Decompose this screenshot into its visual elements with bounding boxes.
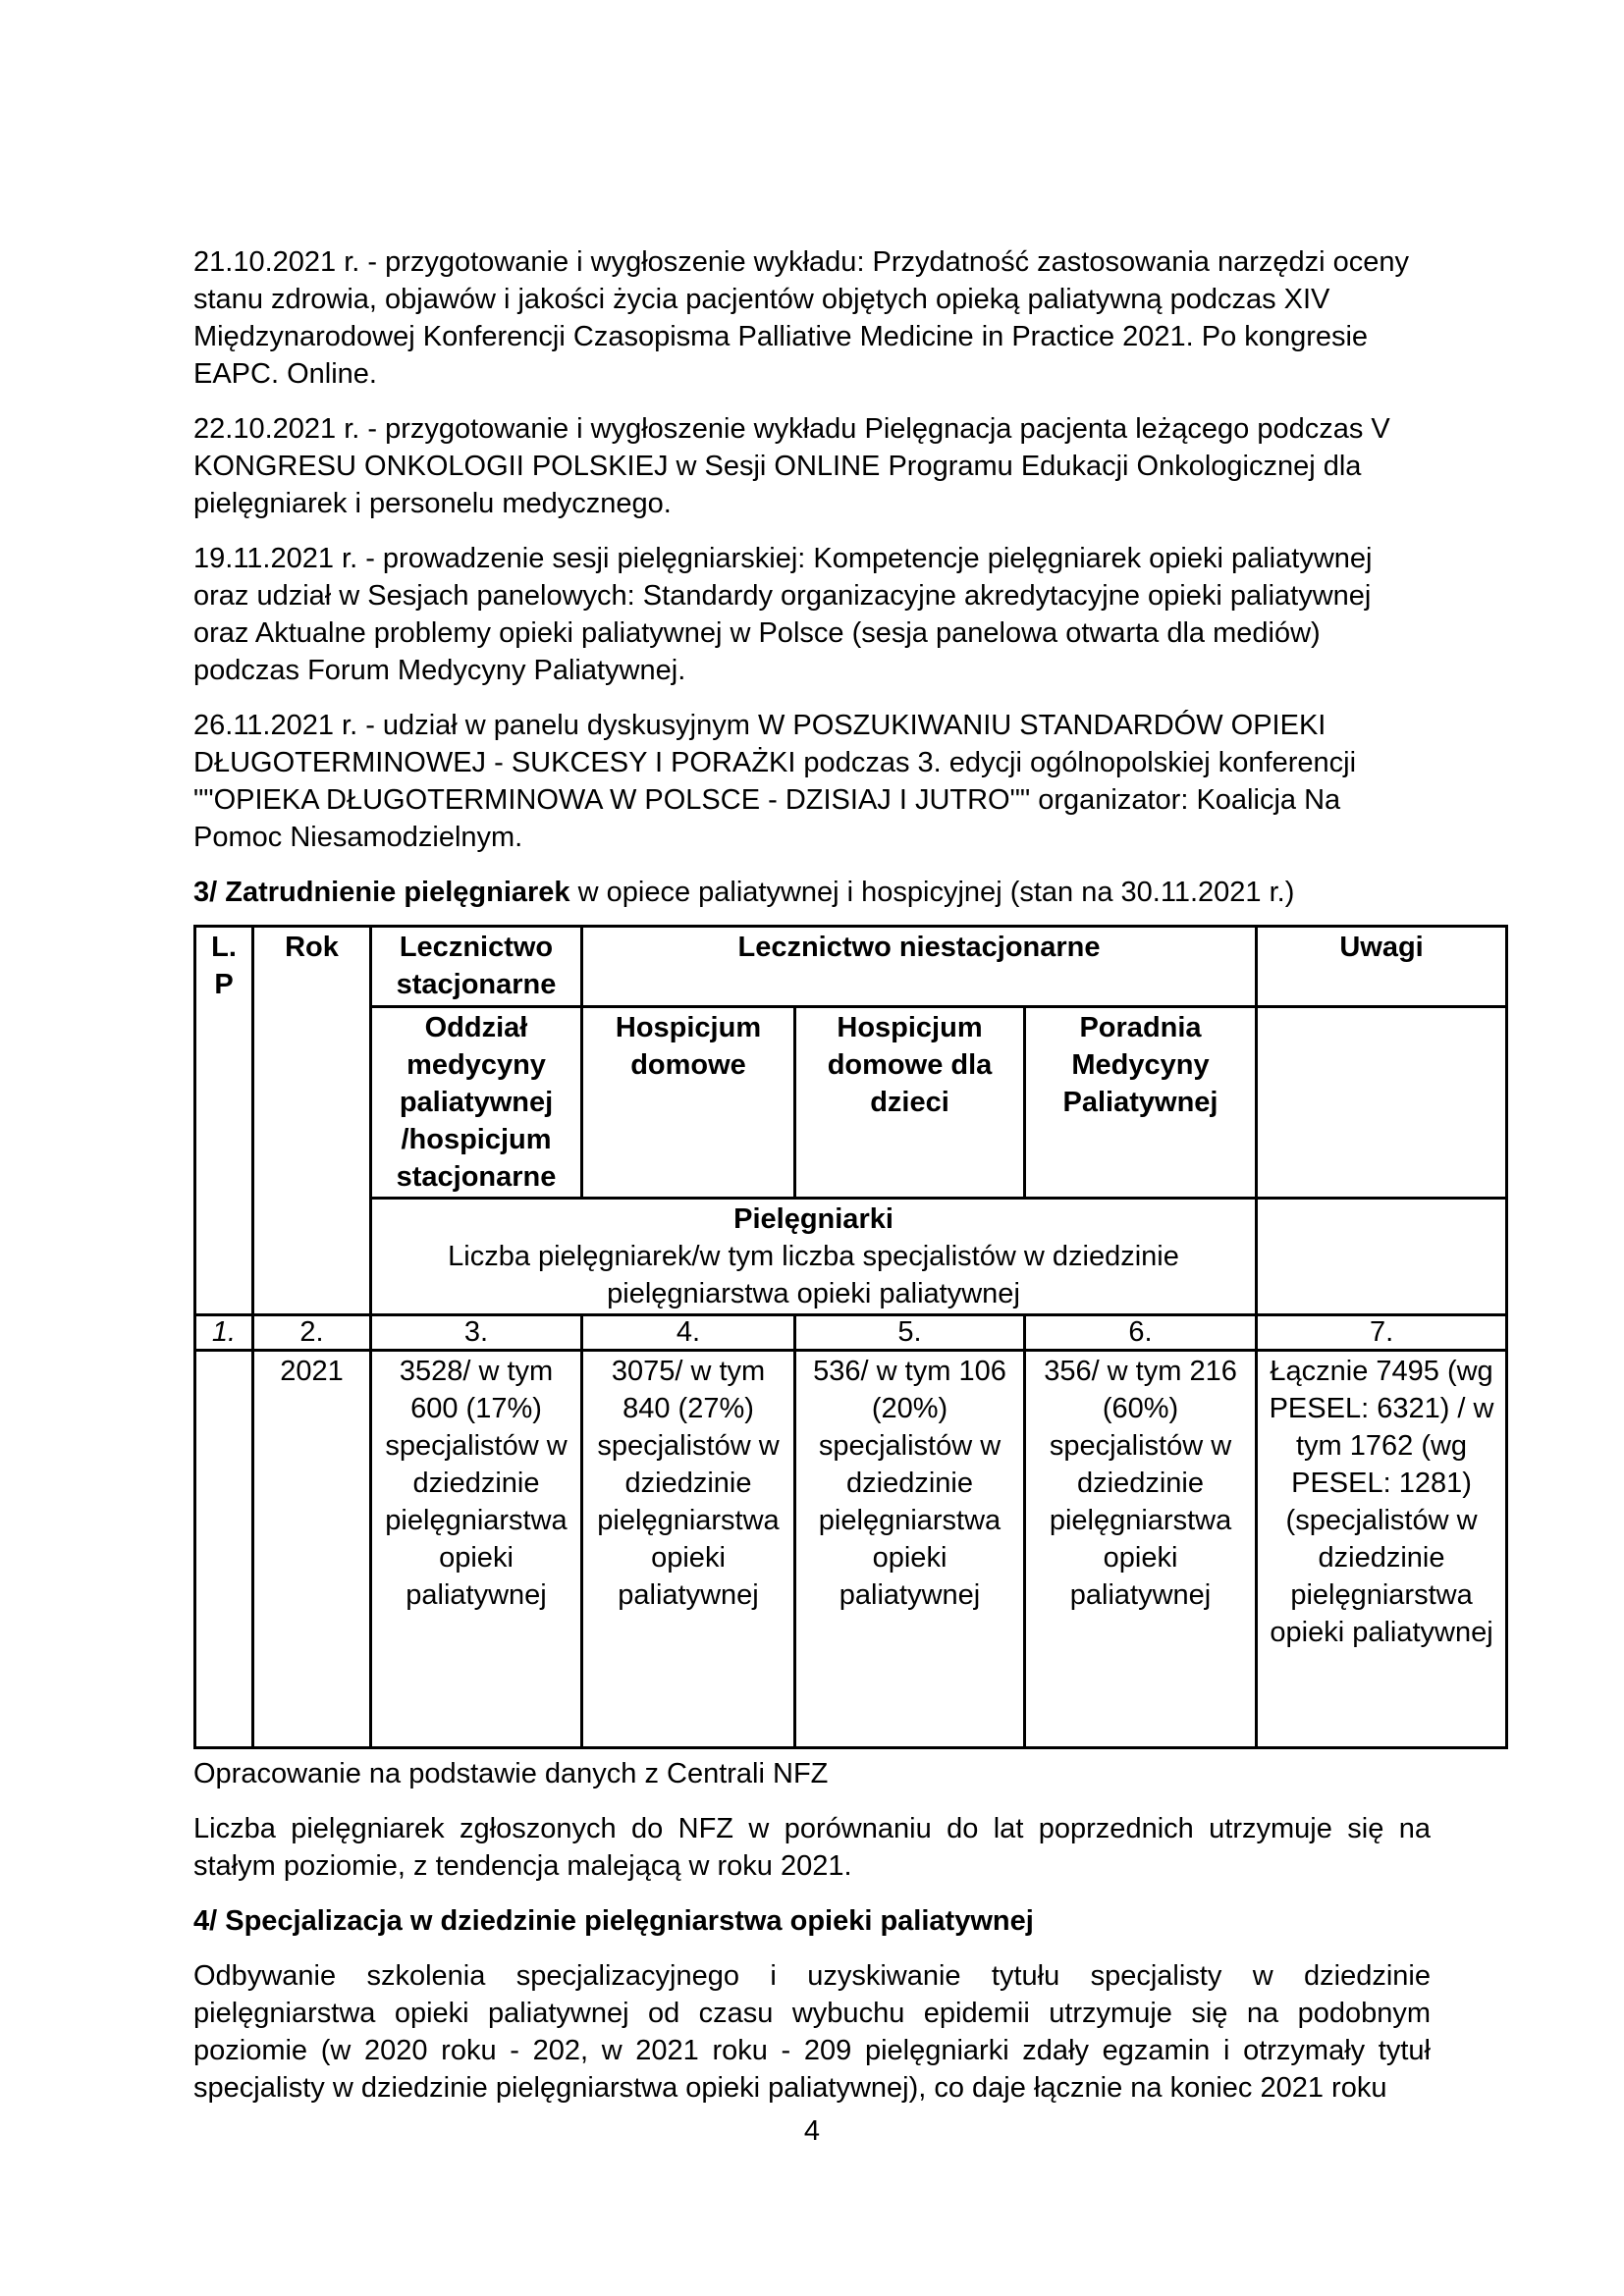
header-cell-uwagi: Uwagi (1257, 927, 1507, 1007)
cell-uwagi-empty-2 (1257, 1199, 1507, 1315)
paragraph-event-2: 22.10.2021 r. - przygotowanie i wygłoszenie wykładu Pielęgnacja pacjenta leżącego podczas V KONGRESU ONKOLOGII POLSKIEJ w Sesji ONLINE Programu Edukacji Onkologicznej dla pielęgniarek i personelu medycznego. (193, 413, 1390, 519)
section-3-heading-bold: 3/ Zatrudnienie pielęgniarek (193, 877, 570, 908)
numbering-cell-5: 5. (795, 1315, 1025, 1351)
data-cell-lp (195, 1351, 253, 1748)
paragraph-nfz-summary: Liczba pielęgniarek zgłoszonych do NFZ w porównaniu do lat poprzednich utrzymuje się na stałym poziomie, z tendencja malejącą w roku 2021. (193, 1813, 1431, 1882)
page-number: 4 (803, 2115, 821, 2147)
cell-pielegniarki (371, 1199, 1257, 1315)
data-cell-uwagi: Łącznie 7495 (wg PESEL: 6321) / w tym 1762 (wg PESEL: 1281) (specjalistów w dziedzinie pielęgniarstwa opieki paliatywnej (1257, 1351, 1507, 1748)
header-cell-lecznictwo-niestacjonarne: Lecznictwo niestacjonarne (582, 927, 1257, 1007)
header-cell-uwagi-empty (1257, 1007, 1507, 1199)
paragraph-event-3: 19.11.2021 r. - prowadzenie sesji pielęgniarskiej: Kompetencje pielęgniarek opieki paliatywnej oraz udział w Sesjach panelowych: Standardy organizacyjne akredytacyjne opieki paliatywnej oraz Aktualne problemy opieki paliatywnej w Polsce (sesja panelowa otwarta dla mediów) podczas Forum Medycyny Paliatywnej. (193, 543, 1373, 686)
header-cell-hospicjum-domowe: Hospicjum domowe (582, 1007, 795, 1199)
data-cell-poradnia: 356/ w tym 216 (60%) specjalistów w dziedzinie pielęgniarstwa opieki paliatywnej (1025, 1351, 1257, 1748)
paragraph-event-1: 21.10.2021 r. - przygotowanie i wygłoszenie wykładu: Przydatność zastosowania narzędzi oceny stanu zdrowia, objawów i jakości życia pacjentów objętych opieką paliatywną podczas XIV Międzynarodowej Konferencji Czasopisma Palliative Medicine in Practice 2021. Po kongresie EAPC. Online. (193, 246, 1410, 390)
table-header-row-2 (195, 1007, 1507, 1199)
table-numbering-row (195, 1315, 1507, 1351)
header-cell-rok: Rok (253, 927, 371, 1315)
numbering-cell-2: 2. (253, 1315, 371, 1351)
section-4-heading: 4/ Specjalizacja w dziedzinie pielęgniarstwa opieki paliatywnej (193, 1905, 1034, 1937)
header-cell-hospicjum-dzieci: Hospicjum domowe dla dzieci (795, 1007, 1025, 1199)
numbering-cell-4: 4. (582, 1315, 795, 1351)
pielegniarki-title: Pielęgniarki (733, 1203, 893, 1235)
section-3-heading-rest: w opiece paliatywnej i hospicyjnej (stan na 30.11.2021 r.) (569, 877, 1295, 908)
table-pielegniarki-row (195, 1199, 1507, 1315)
header-cell-lp: L. P (195, 927, 253, 1315)
data-cell-hospicjum-domowe: 3075/ w tym 840 (27%) specjalistów w dziedzinie pielęgniarstwa opieki paliatywnej (582, 1351, 795, 1748)
data-cell-hospicjum-dzieci: 536/ w tym 106 (20%) specjalistów w dziedzinie pielęgniarstwa opieki paliatywnej (795, 1351, 1025, 1748)
numbering-cell-7: 7. (1257, 1315, 1507, 1351)
numbering-cell-1: 1. (195, 1315, 253, 1351)
pielegniarki-subtitle: Liczba pielęgniarek/w tym liczba specjalistów w dziedzinie pielęgniarstwa opieki paliatywnej (448, 1241, 1179, 1309)
data-cell-stacjonarne: 3528/ w tym 600 (17%) specjalistów w dziedzinie pielęgniarstwa opieki paliatywnej (371, 1351, 582, 1748)
header-cell-poradnia: Poradnia Medycyny Paliatywnej (1025, 1007, 1257, 1199)
header-cell-lecznictwo-stacjonarne: Lecznictwo stacjonarne (371, 927, 582, 1007)
paragraph-specialization: Odbywanie szkolenia specjalizacyjnego i uzyskiwanie tytułu specjalisty w dziedzinie pielęgniarstwa opieki paliatywnej od czasu wybuchu epidemii utrzymuje się na podobnym poziomie (w 2020 roku - 202, w 2021 roku - 209 pielęgniarki zdały egzamin i otrzymały tytuł specjalisty w dziedzinie pielęgniarstwa opieki paliatywnej), co daje łącznie na koniec 2021 roku (193, 1960, 1431, 2104)
table-header-row-1 (195, 927, 1507, 1007)
table-source-note: Opracowanie na podstawie danych z Centrali NFZ (193, 1758, 829, 1789)
section-3-heading (193, 874, 1431, 911)
data-cell-rok: 2021 (253, 1351, 371, 1748)
employment-table (193, 925, 1508, 1749)
table-data-row (195, 1351, 1507, 1748)
paragraph-event-4: 26.11.2021 r. - udział w panelu dyskusyjnym W POSZUKIWANIU STANDARDÓW OPIEKI DŁUGOTERMINOWEJ - SUKCESY I PORAŻKI podczas 3. edycji ogólnopolskiej konferencji ""OPIEKA DŁUGOTERMINOWA W POLSCE - DZISIAJ I JUTRO"" organizator: Koalicja Na Pomoc Niesamodzielnym. (193, 710, 1357, 853)
header-cell-oddzial: Oddział medycyny paliatywnej /hospicjum stacjonarne (371, 1007, 582, 1199)
numbering-cell-3: 3. (371, 1315, 582, 1351)
numbering-cell-6: 6. (1025, 1315, 1257, 1351)
